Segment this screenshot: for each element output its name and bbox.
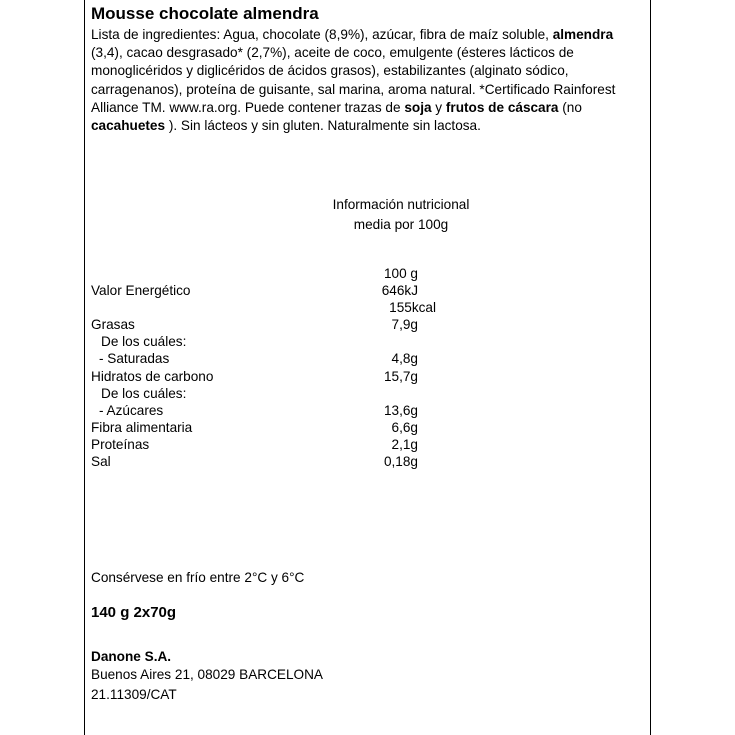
nutrition-value-protein: 2,1g — [391, 437, 418, 452]
ingredients-part2: (3,4), cacao desgrasado* (2,7%), aceite de coco, emulgente (ésteres lácticos de monoglicéridos y diglicéridos de ácidos grasos), estabilizantes (alginato sódico, carragenanos), proteína de guisante, sal marina, aroma natural. *Certificado Rainforest Alliance TM. www.ra.org. Puede contener trazas de — [91, 45, 616, 115]
nutrition-label-salt: Sal — [91, 454, 111, 469]
nutrition-value-sugars: 13,6g — [383, 403, 418, 418]
company-address: Buenos Aires 21, 08029 BARCELONA — [91, 667, 323, 682]
nutrition-label-fiber: Fibra alimentaria — [91, 420, 193, 435]
nutrition-header — [316, 195, 486, 235]
nutrition-value-energy-kj: 646kJ — [381, 283, 418, 298]
allergen-frutos-cascara: frutos de cáscara — [445, 99, 559, 115]
nutrition-label-of-which-1: De los cuáles: — [101, 334, 187, 349]
nutrition-header-line1: Información nutricional — [332, 197, 470, 212]
nutrition-value-fiber: 6,6g — [391, 420, 418, 435]
storage-instructions: Consérvese en frío entre 2°C y 6°C — [91, 570, 305, 585]
allergen-almendra: almendra — [552, 27, 614, 42]
registration-code: 21.11309/CAT — [91, 687, 177, 702]
nutrition-value-carbohydrates: 15,7g — [383, 369, 418, 384]
nutrition-column-header: 100 g — [383, 266, 418, 281]
nutrition-value-energy-kcal: 155kcal — [389, 300, 436, 315]
nutrition-value-saturated: 4,8g — [391, 351, 418, 366]
nutrition-header-line2: media por 100g — [353, 217, 449, 232]
nutrition-value-fat: 7,9g — [391, 317, 418, 332]
nutrition-label-saturated: - Saturadas — [99, 351, 170, 366]
ingredients-part3: y — [431, 99, 446, 115]
nutrition-label-fat: Grasas — [91, 317, 135, 332]
ingredients-prefix: Lista de ingredientes: Agua, chocolate (8,9%), azúcar, fibra de maíz soluble, — [91, 27, 553, 42]
ingredients-list — [91, 26, 643, 135]
ingredients-part5: ). Sin lácteos y sin gluten. Naturalmente sin lactosa. — [165, 118, 481, 134]
ingredients-part4: (no — [558, 99, 582, 115]
nutrition-label-of-which-2: De los cuáles: — [101, 386, 187, 401]
product-title: Mousse chocolate almendra — [91, 4, 319, 23]
nutrition-value-salt: 0,18g — [383, 454, 418, 469]
nutrition-label-energy: Valor Energético — [91, 283, 191, 298]
net-weight: 140 g 2x70g — [91, 604, 177, 621]
nutrition-label-protein: Proteínas — [91, 437, 150, 452]
allergen-soja: soja — [404, 99, 432, 115]
allergen-cacahuetes: cacahuetes — [91, 118, 166, 134]
nutrition-label-carbohydrates: Hidratos de carbono — [91, 369, 214, 384]
nutrition-label-sugars: - Azúcares — [99, 403, 164, 418]
company-name: Danone S.A. — [91, 649, 172, 664]
